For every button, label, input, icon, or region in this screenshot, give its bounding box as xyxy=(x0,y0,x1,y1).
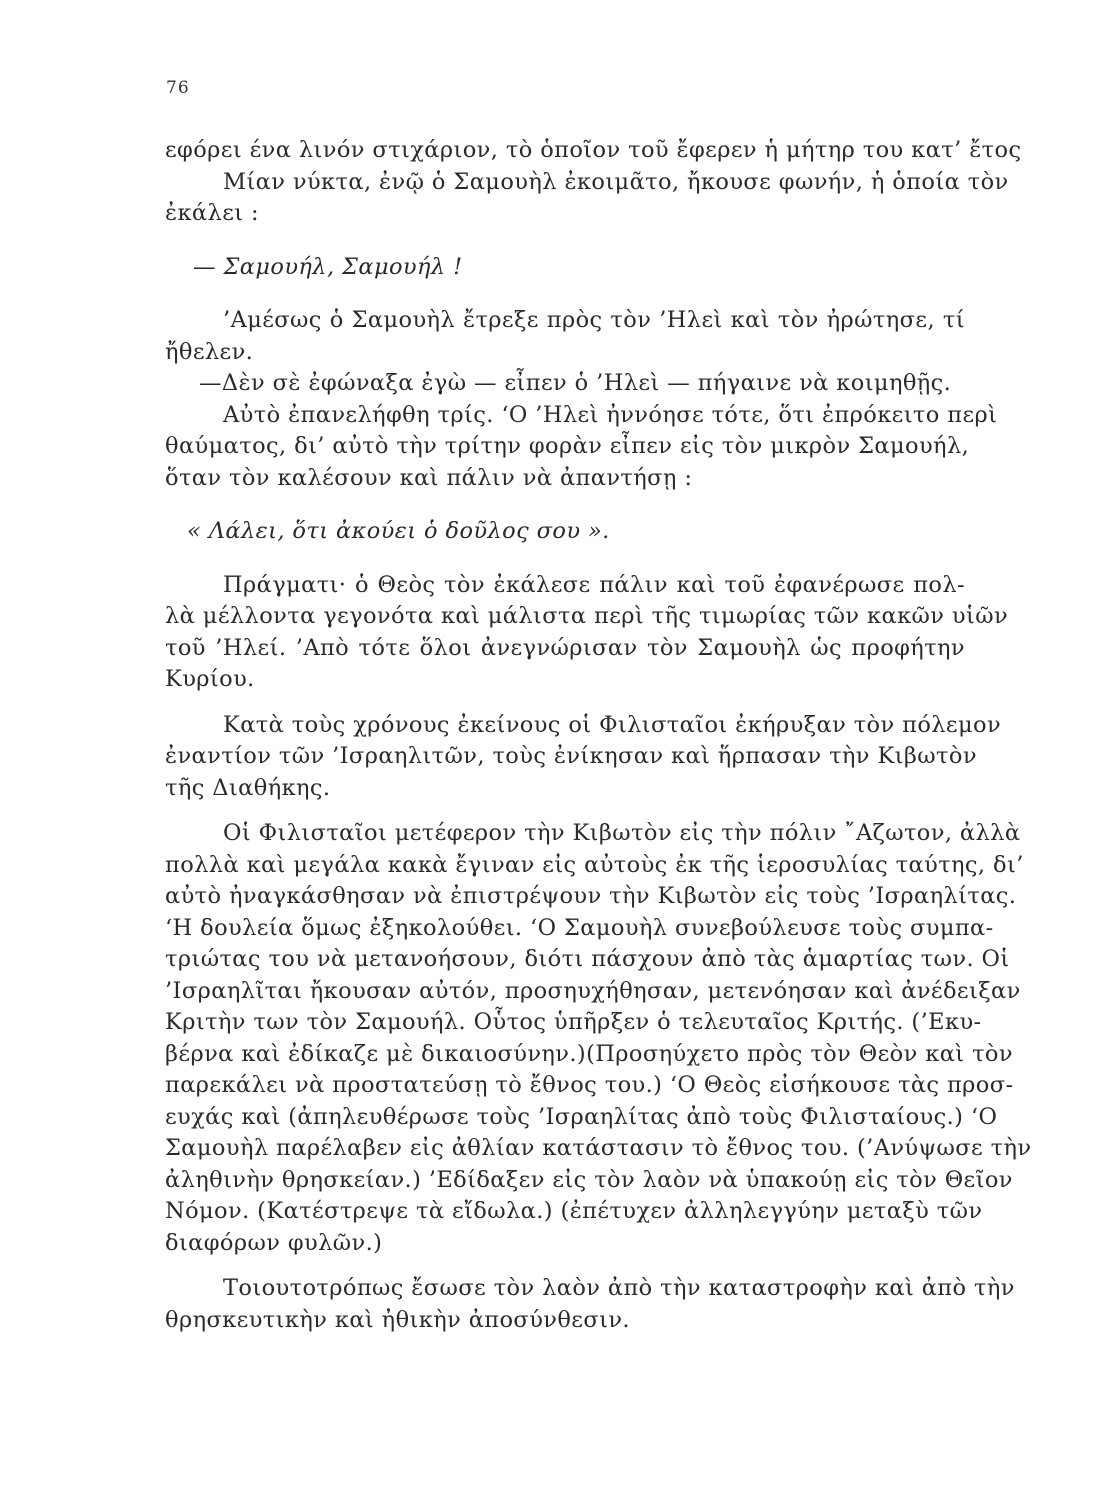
text-line: ἤθελεν. xyxy=(165,338,254,365)
text-line: ἐναντίον τῶν ’Ισραηλιτῶν, τοὺς ἐνίκησαν καὶ ἥρπασαν τὴν Κιβωτὸν xyxy=(165,743,977,769)
text-line: Μίαν νύκτα, ἐνῷ ὁ Σαμουὴλ ἐκοιμᾶτο, ἤκουσε φωνήν, ἡ ὁποία τὸν xyxy=(223,168,1009,195)
text-line: ‘Η δουλεία ὅμως ἐξηκολούθει. ‘Ο Σαμουὴλ συνεβούλευσε τοὺς συμπα- xyxy=(165,914,994,941)
text-line: τοῦ ’Ηλεί. ’Απὸ τότε ὅλοι ἀνεγνώρισαν τὸν Σαμουὴλ ὡς προφήτην xyxy=(165,634,965,661)
text-line: Κατὰ τοὺς χρόνους ἐκείνους οἱ Φιλισταῖοι ἐκήρυξαν τὸν πόλεμον xyxy=(223,711,1002,738)
text-line: Κριτὴν των τὸν Σαμουήλ. Οὗτος ὑπῆρξεν ὁ τελευταῖος Κριτής. (’Εκυ- xyxy=(165,1009,982,1035)
text-line: —Δὲν σὲ ἐφώναξα ἐγὼ — εἶπεν ὁ ’Ηλεὶ — πήγαινε νὰ κοιμηθῇς. xyxy=(199,370,952,396)
text-line: πολλὰ καὶ μεγάλα κακὰ ἔγιναν εἰς αὐτοὺς ἐκ τῆς ἱεροσυλίας ταύτης, δι’ xyxy=(165,851,1024,878)
text-line: εφόρει ένα λινόν στιχάριον, τὸ ὁποῖον τοῦ ἔφερεν ἡ μήτηρ του κατ’ ἔτος xyxy=(165,137,1022,163)
text-line: τῆς Διαθήκης. xyxy=(165,774,331,801)
text-line: Νόμον. (Κατέστρεψε τὰ εἴδωλα.) (ἐπέτυχεν ἀλληλεγγύην μεταξὺ τῶν xyxy=(165,1198,983,1224)
text-line: ἐκάλει : xyxy=(165,200,260,226)
text-line: παρεκάλει νὰ προστατεύσῃ τὸ ἔθνος του.) ‘Ο Θεὸς εἰσήκουσε τὰς προσ- xyxy=(165,1072,1014,1098)
text-line: ’Ισραηλῖται ἤκουσαν αὐτόν, προσηυχήθησαν, μετενόησαν καὶ ἀνέδειξαν xyxy=(165,977,1021,1004)
dialogue-line: — Σαμουήλ, Σαμουήλ ! xyxy=(193,253,463,280)
text-line: ευχάς καὶ (ἀπηλευθέρωσε τοὺς ’Ισραηλίτας ἀπὸ τοὺς Φιλισταίους.) ‘Ο xyxy=(165,1103,998,1130)
text-line: ἀληθινὴν θρησκείαν.) ’Εδίδαξεν εἰς τὸν λαὸν νὰ ὑπακούῃ εἰς τὸν Θεῖον xyxy=(165,1166,1013,1193)
text-line: τριώτας του νὰ μετανοήσουν, διότι πάσχουν ἀπὸ τὰς ἁμαρτίας των. Οἱ xyxy=(165,946,1010,972)
text-line: ὅταν τὸν καλέσουν καὶ πάλιν νὰ ἀπαντήσῃ : xyxy=(165,464,693,491)
text-line: Οἱ Φιλισταῖοι μετέφερον τὴν Κιβωτὸν εἰς τὴν πόλιν ῎Αζωτον, ἀλλὰ xyxy=(223,820,1021,846)
quote-line: « Λάλει, ὅτι ἀκούει ὁ δοῦλος σου ». xyxy=(187,518,610,544)
text-line: Σαμουὴλ παρέλαβεν εἰς ἀθλίαν κατάστασιν τὸ ἔθνος του. (’Ανύψωσε τὴν xyxy=(165,1135,1032,1161)
text-line: ’Αμέσως ὁ Σαμουὴλ ἔτρεξε πρὸς τὸν ’Ηλεὶ καὶ τὸν ἠρώτησε, τί xyxy=(223,307,965,333)
page-number: 76 xyxy=(166,78,190,98)
text-line: Κυρίου. xyxy=(165,666,255,692)
text-line: Αὐτὸ ἐπανελήφθη τρίς. ‘Ο ’Ηλεὶ ἠννόησε τότε, ὅτι ἐπρόκειτο περὶ xyxy=(223,401,998,428)
text-line: θαύματος, δι’ αὐτὸ τὴν τρίτην φορὰν εἶπεν εἰς τὸν μικρὸν Σαμουήλ, xyxy=(165,433,970,459)
text-line: διαφόρων φυλῶν.) xyxy=(165,1229,383,1256)
text-line: αὐτὸ ἠναγκάσθησαν νὰ ἐπιστρέψουν τὴν Κιβωτὸν εἰς τοὺς ’Ισραηλίτας. xyxy=(165,883,1017,909)
body-text xyxy=(165,135,1032,1336)
text-line: λὰ μέλλοντα γεγονότα καὶ μάλιστα περὶ τῆς τιμωρίας τῶν κακῶν υἱῶν xyxy=(165,603,1009,629)
text-line: Πράγματι· ὁ Θεὸς τὸν ἐκάλεσε πάλιν καὶ τοῦ ἐφανέρωσε πολ- xyxy=(223,571,965,598)
text-line: θρησκευτικὴν καὶ ἠθικὴν ἀποσύνθεσιν. xyxy=(165,1306,630,1333)
text-line: Τοιουτοτρόπως ἔσωσε τὸν λαὸν ἀπὸ τὴν καταστροφὴν καὶ ἀπὸ τὴν xyxy=(223,1275,1015,1301)
text-line: βέρνα καὶ ἐδίκαζε μὲ δικαιοσύνην.)(Προσηύχετο πρὸς τὸν Θεὸν καὶ τὸν xyxy=(165,1040,1013,1067)
